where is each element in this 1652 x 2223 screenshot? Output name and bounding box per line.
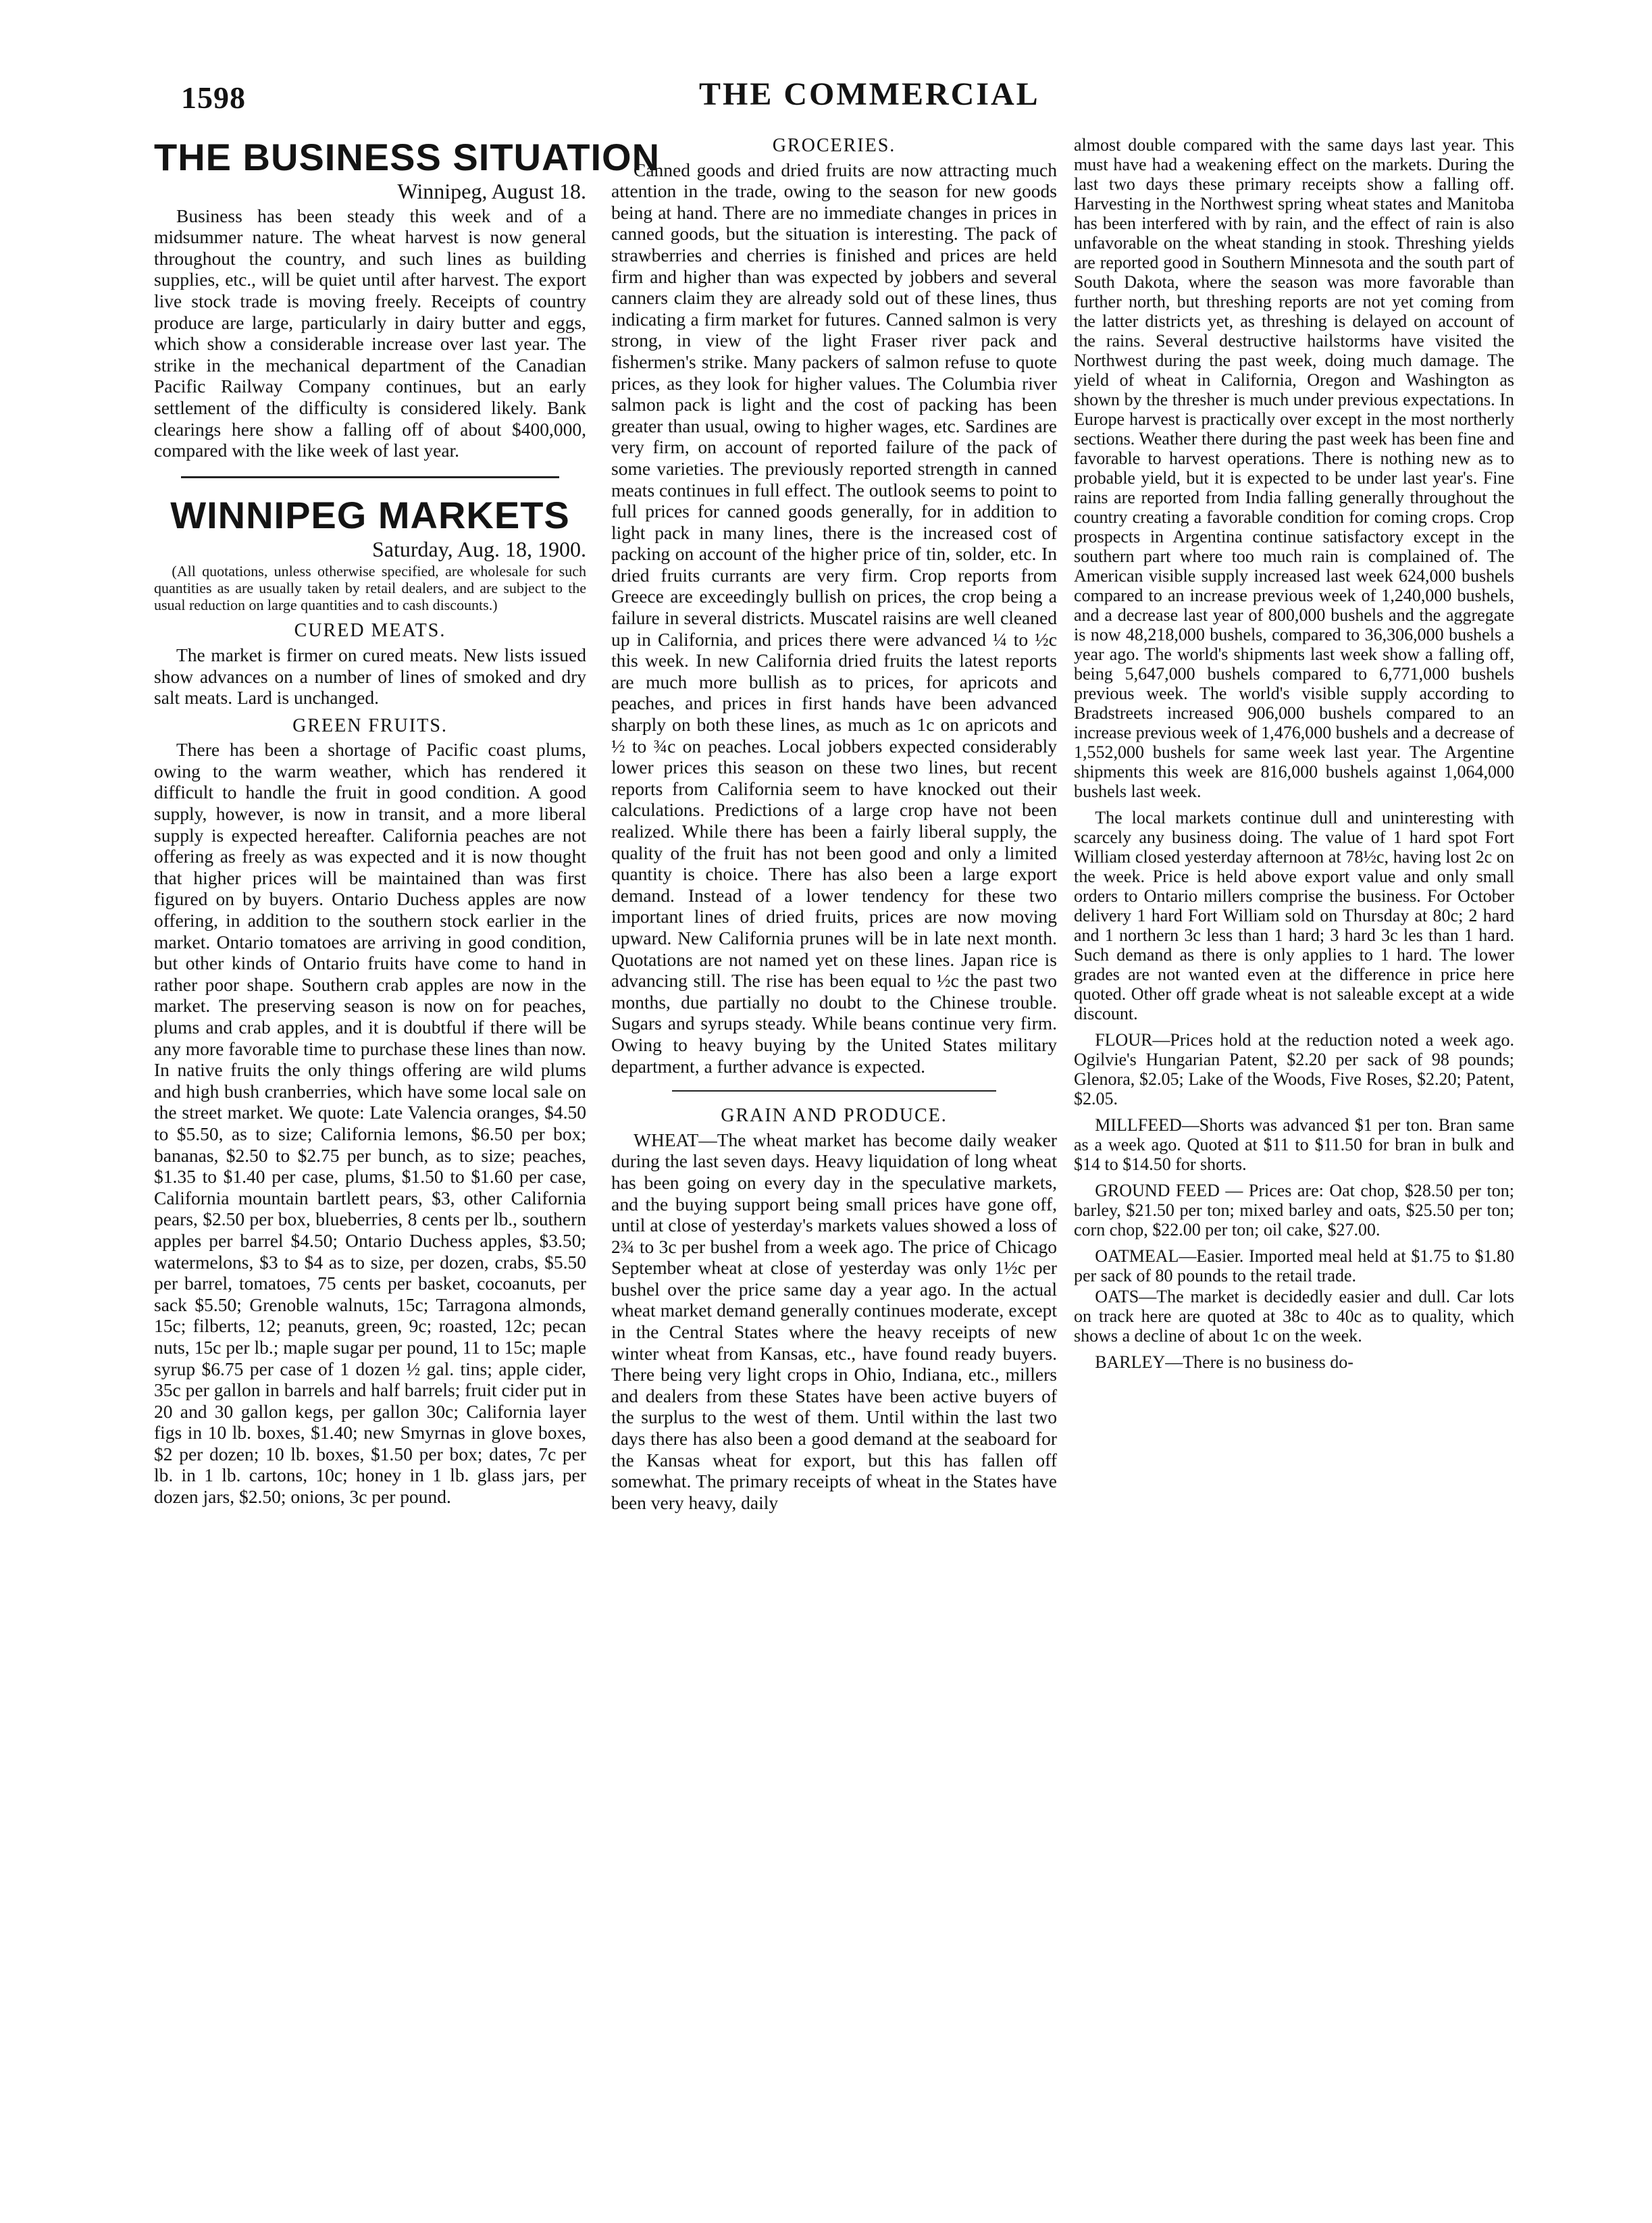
flour-body: FLOUR—Prices hold at the reduction noted a week ago. Ogilvie's Hungarian Patent, $2.20 per sack of 98 pounds; Glenora, $2.05; Lake of the Woods, Five Roses, $2.20; Patent, $2.05. xyxy=(1074,1030,1514,1108)
cured-meats-body: The market is firmer on cured meats. New lists issued show advances on a number of lines of smoked and dry salt meats. Lard is unchanged. xyxy=(154,644,586,709)
business-dateline: Winnipeg, August 18. xyxy=(397,179,586,203)
masthead: THE COMMERCIAL xyxy=(699,76,1040,112)
oatmeal-body: OATMEAL—Easier. Imported meal held at $1.75 to $1.80 per sack of 80 pounds to the retail trade. xyxy=(1074,1246,1514,1285)
wheat-continued-body: almost double compared with the same days last year. This must have had a weakening effect on the markets. During the last two days these primary receipts show a falling off. Harvesting in the Northwest spring wheat states and Manitoba has been interfered with by rain, and the effect of rain is also unfavorable on the wheat standing in stook. Threshing yields are reported good in Southern Minnesota and the south part of South Dakota, where the season was more favorable than further north, but threshing reports are not yet coming from the latter districts yet, as threshing is delayed on account of the rains. Several destructive hailstorms have visited the Northwest during the past week, doing much damage. The yield of wheat in California, Oregon and Washington as shown by the thresher is much under previous expectations. In Europe harvest is practically over except in the most northerly sections. Weather there during the past week has been fine and favorable to harvest operations. There is nothing new as to probable yield, but it is expected to be under last year's. Fine rains are reported from India falling generally throughout the country creating a favorable condition for coming crops. Crop prospects in Argentina continue satisfactory except in the southern part where too much rain is complained of. The American visible supply increased last week 624,000 bushels compared to an increase previous week of 1,240,000 bushels, and a decrease last year of 800,000 bushels and the aggregate is now 48,218,000 bushels, compared to 36,306,000 bushels a year ago. The world's shipments last week show a falling off, being 5,647,000 bushels compared to 6,771,000 bushels previous week. The world's visible supply according to Bradstreets increased 906,000 bushels compared to an increase previous week of 1,476,000 bushels and a decrease of 1,552,000 bushels for same week last year. The Argentine shipments this week are 816,000 bushels against 1,064,000 bushels last week. xyxy=(1074,135,1514,801)
groceries-heading: GROCERIES. xyxy=(772,135,896,156)
local-markets-body: The local markets continue dull and uninteresting with scarcely any business doing. The value of 1 hard spot Fort William closed yesterday afternoon at 78½c, having lost 2c on the week. Price is held above export value and only small orders to Ontario millers comprise the business. For October delivery 1 hard Fort William sold on Thursday at 80c; 2 hard and 1 northern 3c less than 1 hard; 3 hard 3c les than 1 hard. Such demand as there is only applies to 1 hard. The lower grades are not wanted even at the difference in price here quoted. Other off grade wheat is not saleable except at a wide discount. xyxy=(1074,808,1514,1023)
green-fruits-body: There has been a shortage of Pacific coast plums, owing to the warm weather, which has rendered it difficult to handle the fruit in good condition. A good supply, however, is now in transit, and a more liberal supply is expected hereafter. California peaches are not offering as freely as was expected and it is now thought that higher prices will be maintained than was first figured on by buyers. Ontario Duchess apples are now offering, in addition to the southern stock earlier in the market. Ontario tomatoes are arriving in good condition, but other kinds of Ontario fruits have come to hand in rather poor shape. Southern crab apples are now in the market. The preserving season is now on for peaches, plums and crab apples, and it is doubtful if there will be any more favorable time to purchase these lines than now. In native fruits the only things offering are wild plums and high bush cranberries, which have some local sale on the street market. We quote: Late Valencia oranges, $4.50 to $5.50, as to size; California lemons, $6.50 per box; bananas, $2.50 to $2.75 per bunch, as to size; peaches, $1.35 to $1.40 per case, plums, $1.50 to $1.60 per case, California mountain bartlett pears, $3, other California pears, $2.50 per box, blueberries, 8 cents per lb., southern apples per barrel $4.50; Ontario Duchess apples, $3.50; watermelons, $3 to $4 as to size, per dozen, crabs, $5.50 per barrel, tomatoes, 75 cents per basket, cocoanuts, per sack $5.50; Grenoble walnuts, 15c; Tarragona almonds, 15c; filberts, 12; peanuts, green, 9c; roasted, 12c; pecan nuts, 15c per lb.; maple sugar per pound, 11 to 15c; maple syrup $6.75 per case of 1 dozen ½ gal. tins; apple cider, 35c per gallon in barrels and half barrels; fruit cider put in 20 and 30 gallon kegs, per gallon 30c; California layer figs in 10 lb. boxes, $1.40; new Smyrnas in glove boxes, $2 per dozen; 10 lb. boxes, $1.50 per box; dates, 7c per lb. in 1 lb. cartons, 10c; honey in 1 lb. glass jars, per dozen jars, $2.50; onions, 3c per pound. xyxy=(154,739,586,1508)
business-situation-body: Business has been steady this week and of a midsummer nature. The wheat harvest is now general throughout the country, and such lines as building supplies, etc., will be quiet until after harvest. The export live stock trade is moving freely. Receipts of country produce are large, particularly in dairy butter and eggs, which show a considerable increase over last year. The strike in the mechanical department of the Canadian Pacific Railway Company continues, but an early settlement of the difficulty is considered likely. Bank clearings here show a falling off of about $400,000, compared with the like week of last year. xyxy=(154,205,586,461)
ground-feed-body: GROUND FEED — Prices are: Oat chop, $28.50 per ton; barley, $21.50 per ton; mixed barley and oats, $25.50 per ton; corn chop, $22.00 per ton; oil cake, $27.00. xyxy=(1074,1181,1514,1240)
section-divider xyxy=(672,1090,996,1092)
wheat-body: WHEAT—The wheat market has become daily weaker during the last seven days. Heavy liquidation of long wheat has been going on every day in the speculative markets, and the buying support being small prices have gone off, until at close of yesterday's markets values showed a loss of 2¾ to 3c per bushel from a week ago. The price of Chicago September wheat at close of yesterday was only 1½c per bushel over the price same day a year ago. In the actual wheat market demand generally continues moderate, except in the Central States where the heavy receipts of new winter wheat from Kansas, etc., have found ready buyers. There being very light crops in Ohio, Indiana, etc., millers and dealers from these States have been active buyers of the surplus to the west of them. Until within the last two days there has also been a good demand at the seaboard for the Kansas wheat for export, but this has fallen off somewhat. The primary receipts of wheat in the States have been very heavy, daily xyxy=(611,1129,1057,1513)
millfeed-body: MILLFEED—Shorts was advanced $1 per ton. Bran same as a week ago. Quoted at $11 to $11.50 for bran in bulk and $14 to $14.50 for shorts. xyxy=(1074,1115,1514,1174)
quotations-note: (All quotations, unless otherwise specified, are wholesale for such quantities as are usually taken by retail dealers, and are subject to the usual reduction on large quantities and to cash discounts.) xyxy=(154,563,586,614)
winnipeg-markets-title: WINNIPEG MARKETS xyxy=(170,493,570,536)
markets-dateline: Saturday, Aug. 18, 1900. xyxy=(371,536,586,561)
groceries-body: Canned goods and dried fruits are now attracting much attention in the trade, owing to the season for new goods being at hand. There are no immediate changes in prices in canned goods, but the situation is interesting. The pack of strawberries and cherries is finished and prices are held firm and higher than was expected by jobbers and several canners claim they are already sold out of these lines, thus indicating a firm market for futures. Canned salmon is very strong, in view of the light Fraser river pack and fishermen's strike. Many packers of salmon refuse to quote prices, as they look for higher values. The Columbia river salmon pack is light and the cost of packing has been greater than usual, owing to higher wages, etc. Sardines are very firm, on account of reported failure of the pack of some varieties. The previously reported strength in canned meats continues in full effect. The outlook seems to point to full prices for canned goods generally, for in addition to light pack in many lines, there is the increased cost of packing on account of the higher price of tin, solder, etc. In dried fruits currants are very firm. Crop reports from Greece are exceedingly bullish on prices, the crop being a failure in several districts. Muscatel raisins are well cleaned up in California, and prices there were advanced ¼ to ½c this week. In new California dried fruits the latest reports are much more bullish as to prices, for apricots and peaches, and prices in first hands have been advanced sharply on both these lines, as much as 1c on apricots and ½ to ¾c on peaches. Local jobbers expected considerably lower prices this season on these two lines, but recent reports from California seem to have knocked out their calculations. Predictions of a large crop have not been realized. While there has been a fairly liberal supply, the quality of the fruit has not been good and only a limited quantity is choice. There has also been a large export demand. Instead of a lower tendency for these two important lines of dried fruits, prices are now moving upward. New California prunes will be in late next month. Quotations are not named yet on these lines. Japan rice is advancing still. The rise has been equal to ½c the past two months, due partially no doubt to the Chinese trouble. Sugars and syrups steady. While beans continue very firm. Owing to heavy buying by the United States military department, a further advance is expected. xyxy=(611,159,1057,1077)
business-situation-title: THE BUSINESS SITUATION xyxy=(154,136,661,178)
column-left xyxy=(154,135,661,1508)
barley-body: BARLEY—There is no business do- xyxy=(1095,1352,1353,1372)
column-middle xyxy=(611,135,1057,1513)
section-divider xyxy=(181,476,559,478)
green-fruits-heading: GREEN FRUITS. xyxy=(292,715,448,736)
oats-body: OATS—The market is decidedly easier and dull. Car lots on track here are quoted at 38c to 40c as to quality, which shows a decline of about 1c on the week. xyxy=(1074,1287,1514,1346)
column-right xyxy=(1074,135,1514,1372)
grain-produce-heading: GRAIN AND PRODUCE. xyxy=(721,1105,948,1127)
page-number: 1598 xyxy=(181,80,246,115)
cured-meats-heading: CURED MEATS. xyxy=(294,620,446,642)
